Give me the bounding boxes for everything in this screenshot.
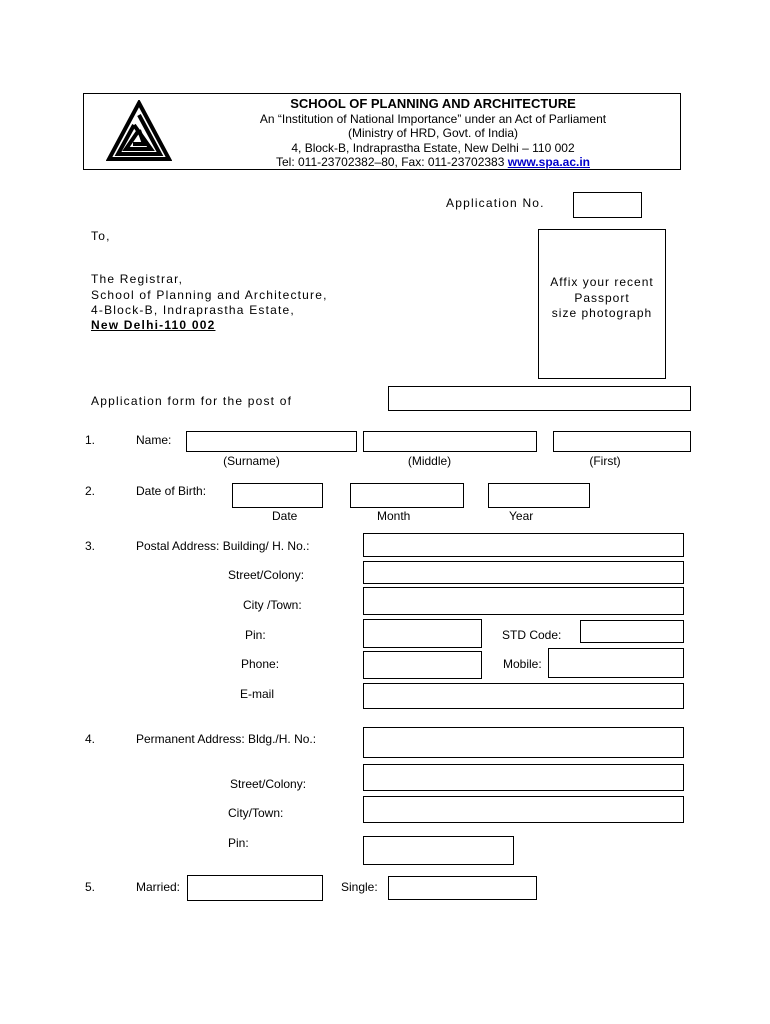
item-number-2: 2.	[85, 484, 96, 498]
ministry-line: (Ministry of HRD, Govt. of India)	[347, 126, 519, 140]
contact-line	[184, 155, 682, 169]
email-field[interactable]	[363, 683, 684, 709]
year-caption: Year	[509, 509, 534, 523]
middle-name-field[interactable]	[363, 431, 537, 452]
dob-year-field[interactable]	[488, 483, 590, 508]
permanent-street-label: Street/Colony:	[230, 777, 307, 791]
tel-fax: Tel: 011-23702382–80, Fax: 011-23702383	[276, 155, 505, 169]
triangle-maze-logo-icon	[106, 100, 172, 162]
phone-label: Phone:	[241, 657, 280, 671]
postal-street-label: Street/Colony:	[228, 568, 305, 582]
mobile-field[interactable]	[548, 648, 684, 678]
name-label: Name:	[136, 433, 172, 447]
month-caption: Month	[377, 509, 411, 523]
permanent-address-label: Permanent Address: Bldg./H. No.:	[136, 732, 317, 746]
post-field[interactable]	[388, 386, 691, 411]
postal-city-label: City /Town:	[243, 598, 302, 612]
item-number-3: 3.	[85, 539, 96, 553]
permanent-street-field[interactable]	[363, 764, 684, 791]
photo-line2: Passport	[574, 291, 630, 305]
permanent-city-label: City/Town:	[228, 806, 284, 820]
permanent-city-field[interactable]	[363, 796, 684, 823]
post-label: Application form for the post of	[91, 394, 293, 408]
postal-city-field[interactable]	[363, 587, 684, 615]
first-name-field[interactable]	[553, 431, 691, 452]
header-box	[83, 93, 681, 170]
surname-caption: (Surname)	[223, 454, 280, 468]
postal-street-field[interactable]	[363, 561, 684, 584]
item-number-5: 5.	[85, 880, 96, 894]
registrar-line4: New Delhi-110 002	[91, 318, 216, 332]
permanent-building-field[interactable]	[363, 727, 684, 758]
photo-line1: Affix your recent	[550, 275, 654, 289]
permanent-pin-label: Pin:	[228, 836, 249, 850]
single-field[interactable]	[388, 876, 537, 900]
school-title: SCHOOL OF PLANNING AND ARCHITECTURE	[290, 96, 576, 111]
registrar-line1: The Registrar,	[91, 272, 184, 286]
website-link[interactable]: www.spa.ac.in	[507, 155, 590, 169]
married-field[interactable]	[187, 875, 323, 901]
to-label: To,	[91, 229, 111, 243]
postal-address-label: Postal Address: Building/ H. No.:	[136, 539, 310, 553]
permanent-pin-field[interactable]	[363, 836, 514, 865]
dob-month-field[interactable]	[350, 483, 464, 508]
institution-line: An “Institution of National Importance” under an Act of Parliament	[259, 112, 607, 126]
married-label: Married:	[136, 880, 181, 894]
mobile-label: Mobile:	[503, 657, 542, 671]
postal-pin-field[interactable]	[363, 619, 482, 648]
dob-date-field[interactable]	[232, 483, 323, 508]
surname-field[interactable]	[186, 431, 357, 452]
photo-box[interactable]	[538, 229, 666, 379]
middle-caption: (Middle)	[407, 454, 452, 468]
std-code-field[interactable]	[580, 620, 684, 643]
dob-label: Date of Birth:	[136, 484, 207, 498]
registrar-line2: School of Planning and Architecture,	[91, 288, 328, 302]
email-label: E-mail	[240, 687, 275, 701]
photo-line3: size photograph	[551, 306, 653, 320]
date-caption: Date	[272, 509, 298, 523]
postal-building-field[interactable]	[363, 533, 684, 557]
registrar-line3: 4-Block-B, Indraprastha Estate,	[91, 303, 295, 317]
application-no-field[interactable]	[573, 192, 642, 218]
std-code-label: STD Code:	[502, 628, 562, 642]
postal-pin-label: Pin:	[245, 628, 266, 642]
single-label: Single:	[341, 880, 378, 894]
application-no-label: Application No.	[446, 196, 545, 210]
first-caption: (First)	[589, 454, 621, 468]
item-number-1: 1.	[85, 433, 96, 447]
phone-field[interactable]	[363, 651, 482, 679]
address-line: 4, Block-B, Indraprastha Estate, New Delhi – 110 002	[291, 141, 575, 155]
item-number-4: 4.	[85, 732, 96, 746]
